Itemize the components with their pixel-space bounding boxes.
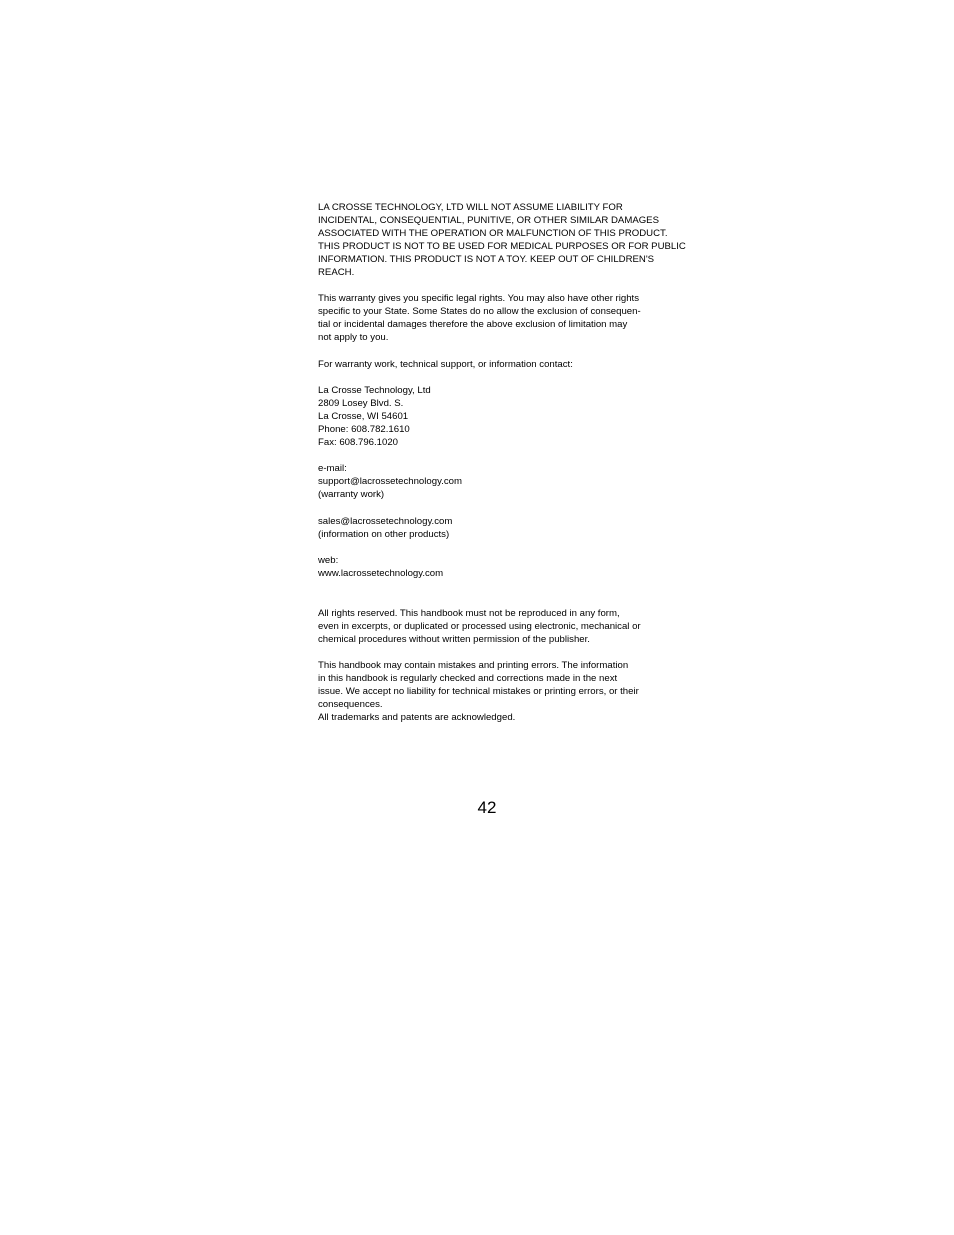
liability-line: INFORMATION. THIS PRODUCT IS NOT A TOY. KEEP OUT OF CHILDREN'S: [318, 254, 655, 265]
reserved-line: even in excerpts, or duplicated or processed using electronic, mechanical or: [318, 621, 641, 632]
support-email-link[interactable]: support@lacrossetechnology.com: [318, 476, 462, 487]
email-label: e-mail:: [318, 463, 347, 474]
rights-line: This warranty gives you specific legal rights. You may also have other rights: [318, 293, 640, 304]
liability-line: INCIDENTAL, CONSEQUENTIAL, PUNITIVE, OR OTHER SIMILAR DAMAGES: [318, 215, 659, 226]
errors-line: This handbook may contain mistakes and printing errors. The information: [318, 660, 629, 671]
website-link[interactable]: www.lacrossetechnology.com: [318, 568, 444, 579]
company-address: [318, 384, 668, 449]
errors-line: consequences.: [318, 699, 383, 710]
support-email-note: (warranty work): [318, 489, 385, 500]
rights-reserved-paragraph: [318, 607, 668, 646]
errors-paragraph: [318, 659, 668, 724]
fax-number: Fax: 608.796.1020: [318, 437, 399, 448]
liability-line: LA CROSSE TECHNOLOGY, LTD WILL NOT ASSUME LIABILITY FOR: [318, 202, 623, 213]
support-email-block: [318, 462, 668, 501]
city-state-zip: La Crosse, WI 54601: [318, 411, 409, 422]
rights-line: tial or incidental damages therefore the above exclusion of limitation may: [318, 319, 628, 330]
liability-disclaimer: [318, 201, 686, 279]
web-label: web:: [318, 555, 339, 566]
legal-rights-paragraph: [318, 292, 668, 344]
liability-line: ASSOCIATED WITH THE OPERATION OR MALFUNCTION OF THIS PRODUCT.: [318, 228, 668, 239]
liability-line: THIS PRODUCT IS NOT TO BE USED FOR MEDICAL PURPOSES OR FOR PUBLIC: [318, 241, 686, 252]
errors-line: issue. We accept no liability for technical mistakes or printing errors, or their: [318, 686, 639, 697]
reserved-line: chemical procedures without written permission of the publisher.: [318, 634, 590, 645]
web-block: [318, 554, 668, 580]
sales-email-block: [318, 515, 668, 541]
sales-email-link[interactable]: sales@lacrossetechnology.com: [318, 516, 453, 527]
rights-line: specific to your State. Some States do no allow the exclusion of consequen-: [318, 306, 641, 317]
errors-line: in this handbook is regularly checked and corrections made in the next: [318, 673, 618, 684]
rights-line: not apply to you.: [318, 332, 389, 343]
page-number: 42: [477, 798, 497, 817]
company-name: La Crosse Technology, Ltd: [318, 385, 431, 396]
reserved-line: All rights reserved. This handbook must not be reproduced in any form,: [318, 608, 620, 619]
trademarks-line: All trademarks and patents are acknowledged.: [318, 712, 516, 723]
phone-number: Phone: 608.782.1610: [318, 424, 410, 435]
contact-intro-line: For warranty work, technical support, or information contact:: [318, 359, 573, 370]
sales-email-note: (information on other products): [318, 529, 450, 540]
liability-line: REACH.: [318, 267, 355, 278]
contact-intro: [318, 358, 668, 371]
street-address: 2809 Losey Blvd. S.: [318, 398, 404, 409]
